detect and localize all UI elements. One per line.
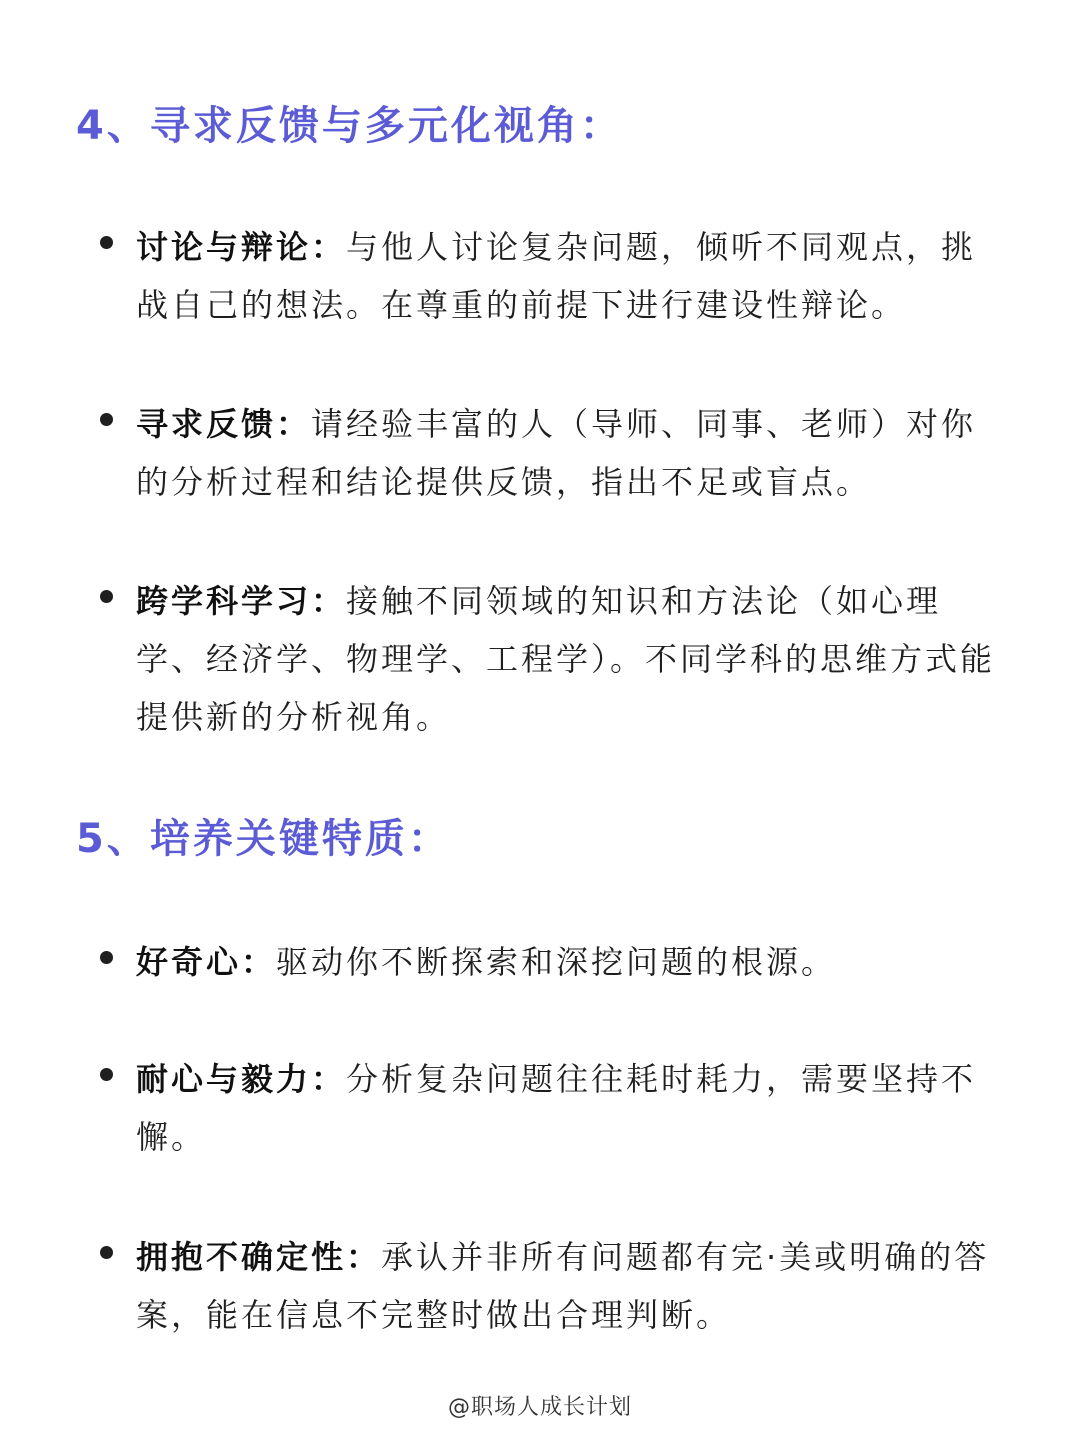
list-item-patience [100, 1050, 1000, 1166]
list-item-label: 讨论与辩论： [136, 228, 347, 266]
bullet-icon [100, 413, 113, 426]
list-item-interdisciplinary [100, 572, 1000, 746]
list-item-uncertainty [100, 1228, 1000, 1344]
list-item-content [136, 1050, 1000, 1166]
list-item-content [136, 1228, 1000, 1344]
bullet-icon [100, 236, 113, 249]
list-item-content [136, 572, 1000, 746]
list-item-text: 承认并非所有问题都有完·美或明确的答案，能在信息不完整时做出合理判断。 [136, 1238, 990, 1334]
list-item-text: 驱动你不断探索和深挖问题的根源。 [276, 943, 837, 981]
list-item-label: 耐心与毅力： [136, 1060, 347, 1098]
list-item-label: 好奇心： [136, 943, 277, 981]
bullet-icon [100, 590, 113, 603]
list-item-feedback [100, 395, 1000, 511]
list-item-content [136, 218, 1000, 334]
bullet-icon [100, 951, 113, 964]
section-title-4: 4、寻求反馈与多元化视角： [76, 103, 623, 149]
author-credit: @职场人成长计划 [447, 1395, 632, 1420]
list-item-curiosity [100, 933, 1000, 991]
list-item-label: 跨学科学习： [136, 582, 347, 620]
list-item-text: 分析复杂问题往往耗时耗力，需要坚持不懈。 [136, 1060, 977, 1156]
list-item-text: 接触不同领域的知识和方法论（如心理学、经济学、物理学、工程学）。不同学科的思维方式能提供新的分析视角。 [136, 582, 996, 736]
bullet-icon [100, 1068, 113, 1081]
list-item-content [136, 395, 1000, 511]
list-item-label: 拥抱不确定性： [136, 1238, 382, 1276]
section-title-5: 5、培养关键特质： [76, 816, 451, 862]
list-item-text: 请经验丰富的人（导师、同事、老师）对你的分析过程和结论提供反馈，指出不足或盲点。 [136, 405, 977, 501]
list-item-label: 寻求反馈： [136, 405, 312, 443]
list-item-text: 与他人讨论复杂问题，倾听不同观点，挑战自己的想法。在尊重的前提下进行建设性辩论。 [136, 228, 977, 324]
list-item-content [136, 933, 1000, 991]
list-item-discussion [100, 218, 1000, 334]
bullet-icon [100, 1246, 113, 1259]
